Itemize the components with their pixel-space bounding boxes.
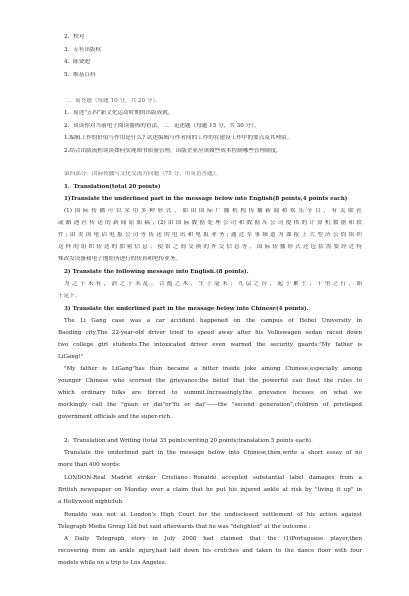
text-line: 1．简述"五四"新文化运动时期的出版成就。	[64, 110, 174, 116]
text-line: 2．校对	[64, 34, 85, 40]
text-line: younger Chinese who scorned the grievance:the belief that the powerful can flout the rules to	[58, 378, 362, 384]
text-line: 于足下。	[58, 293, 81, 299]
text-line: recovering from an ankle injury,had laid down his crutches and taken to the dance floor with four	[58, 548, 362, 554]
text-line: 2．谈谈你对当前电子阅读器热的看法。二．论述题（每题 15 分，共 30 分）。	[64, 123, 260, 129]
text-line: The Li Gang case was a car accident happened on the campus of Hebei University in	[64, 318, 362, 324]
text-line: government officials and the super-rich.	[58, 414, 172, 420]
text-line: 5．维基百科	[64, 72, 96, 78]
text-line: 2．Translation and Writing (total 35 points:writing 20 points;translation 5 points each).	[64, 438, 313, 444]
text-line: 这样的组织传送的加密信息；使馆之间交换的外交信息等，国际传播形式还包括需要经过特	[58, 244, 362, 250]
text-line: Ronaldo was not at London's High Court for the undisclosed settlement of his action against	[64, 512, 362, 518]
text-line: (1)国际传播可以采用多种形式，如由国际广播机构传播新闻和娱乐节目，有关联社	[64, 208, 362, 214]
text-line: 或路透社传送的新闻原始稿；(2)由国际数据处理公司和数据库公司提供的计算机数据和软	[58, 220, 362, 226]
text-line: more than 400 words:	[58, 462, 121, 468]
text-line: 3) Translate the underlined part in the message below into Chinese(4 points).	[64, 306, 309, 312]
text-line: LiGang!"	[58, 354, 84, 360]
text-line: 3．专有出版权	[64, 47, 102, 53]
text-line: British newspaper on Monday over a claim that he put his injured ankle at risk by "living it up" in	[58, 487, 362, 493]
text-line: Telegraph Media Group Ltd but said afterwards that he was "delighted" at the outcome .	[58, 524, 311, 530]
text-line: 件;由美国电话电报公司等传送的电讯和电报业务;通过军事频道为谍报上大型济公的组织	[58, 232, 362, 238]
text-line: a Hollywood nightclub.	[58, 499, 124, 505]
text-line: mockingly call the "guan er dai"or"fu er dai"——the "second generation",children of privileged	[58, 402, 362, 408]
text-line: 1)Translate the underlined part in the message below into English(8 points,4 points each)	[64, 196, 348, 202]
text-line: 2.结合出版流程谈谈如何实现图书质量管理，出版企业应该做些成本控制哪些管理制度。	[64, 148, 282, 154]
text-line: 4．陈费迪	[64, 59, 90, 65]
text-line: "My father is LiGang"has then became a bitter inside joke among Chinese,especially among	[64, 366, 362, 372]
text-line: Translate the underlined part in the message below into Chinese,then,write a short essay of no	[64, 450, 362, 456]
text-line: Baoding city.The 22-year-old driver tried to speed away after his Volkswagen sedan raced down	[58, 330, 362, 336]
text-line: 为之于未有，治之于未乱。合抱之木，生于毫末；九层之台，起于累土；千里之行，始	[64, 281, 362, 287]
text-line: LONDON-Real Madrid striker Cristiano Ronaldo accepted substantial label damages from a	[64, 475, 362, 481]
text-line: 1．Translation(total 20 points)	[64, 184, 161, 190]
text-line: 第四部分：国际传播与文化交流方向题（75 分，用英语答题）。	[64, 171, 222, 177]
text-line: 二．简答题（每题 10 分，共 20 分）。	[64, 98, 161, 104]
text-line: A Daily Telegraph story in July 2008 had claimed that the (1)Portuguese player,then	[64, 536, 362, 542]
text-line: 2) Translate the following message into English.(8 points).	[64, 269, 249, 275]
text-line: which ordinary folks are forced to summit.Increasingly,the grievance focuses on what we	[58, 390, 362, 396]
text-line: models while on a trip to Los Angeles.	[58, 560, 167, 566]
text-line: 1.编辑工作的价值与作用是什么? 试述编辑与作者间的工作的在建设工作中的要点及其理由。	[64, 135, 293, 141]
text-line: 殊改发设备和电子地址所进行的传真和电传业务。	[58, 256, 182, 262]
text-line: two college girl students.The intoxicated driver even warned the security guards:"My father is	[58, 342, 362, 348]
